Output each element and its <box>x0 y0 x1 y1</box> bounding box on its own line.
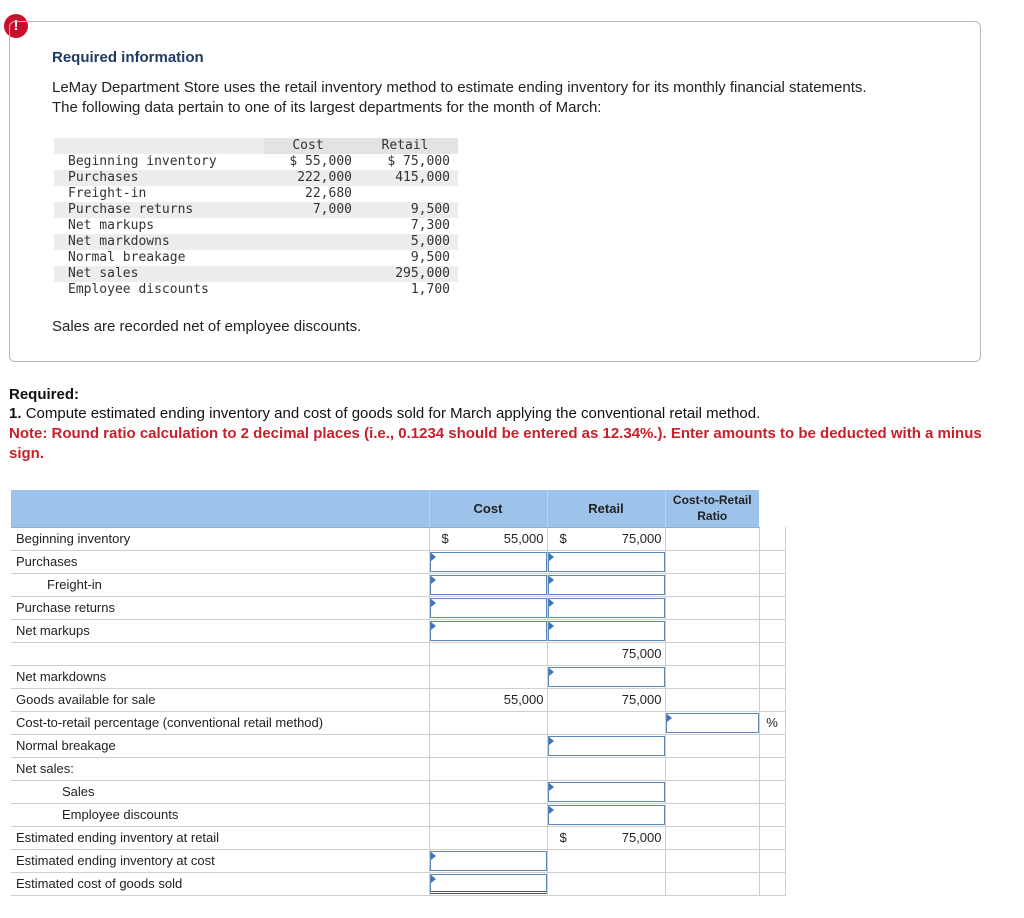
percent-sign: % <box>759 711 785 734</box>
row-label: Estimated cost of goods sold <box>11 872 429 895</box>
row-label: Net markups <box>11 619 429 642</box>
goods-available-cost-value: 55,000 <box>503 692 544 707</box>
freight-in-cost-input[interactable] <box>430 575 547 595</box>
row-label: Estimated ending inventory at retail <box>11 826 429 849</box>
purchases-retail-input[interactable] <box>548 552 665 572</box>
table-row <box>11 780 785 803</box>
row-label: Net sales: <box>11 757 429 780</box>
given-retail-header: Retail <box>360 138 458 154</box>
given-row: Beginning inventory $ 55,000 $ 75,000 <box>54 154 458 170</box>
given-data-table <box>54 138 458 298</box>
given-row: Net markups 7,300 <box>54 218 458 234</box>
beginning-cost-value: 55,000 <box>503 531 544 546</box>
requirement-text: 1. Compute estimated ending inventory and cost of goods sold for March applying the conventional retail method. <box>9 405 761 422</box>
row-label: Purchase returns <box>11 596 429 619</box>
net-markups-retail-input[interactable] <box>548 621 665 641</box>
worksheet-table <box>11 490 786 896</box>
ws-cost-header: Cost <box>429 490 547 527</box>
row-label: Freight-in <box>11 573 429 596</box>
sales-note: Sales are recorded net of employee discounts. <box>52 318 362 335</box>
row-label: Goods available for sale <box>11 688 429 711</box>
given-row: Purchase returns 7,000 9,500 <box>54 202 458 218</box>
subtotal-retail-value: 75,000 <box>621 646 662 661</box>
table-row <box>11 665 785 688</box>
table-row <box>11 849 785 872</box>
table-row: Estimated ending inventory at retail $ 75,000 <box>11 826 785 849</box>
cost-to-retail-ratio-input[interactable] <box>666 713 759 733</box>
goods-available-retail-value: 75,000 <box>621 692 662 707</box>
table-row <box>11 757 785 780</box>
info-title: Required information <box>52 49 204 66</box>
normal-breakage-retail-input[interactable] <box>548 736 665 756</box>
table-row <box>11 711 785 734</box>
row-label: Employee discounts <box>11 803 429 826</box>
cogs-cost-input[interactable] <box>430 874 547 894</box>
net-markdowns-retail-input[interactable] <box>548 667 665 687</box>
table-row: Beginning inventory $ 55,000 $ 75,000 <box>11 527 785 550</box>
freight-in-retail-input[interactable] <box>548 575 665 595</box>
sales-retail-input[interactable] <box>548 782 665 802</box>
given-cost-header: Cost <box>264 138 360 154</box>
purchases-cost-input[interactable] <box>430 552 547 572</box>
row-label: Sales <box>11 780 429 803</box>
purchase-returns-cost-input[interactable] <box>430 598 547 618</box>
given-row: Normal breakage 9,500 <box>54 250 458 266</box>
ws-retail-header: Retail <box>547 490 665 527</box>
alert-icon: ! <box>4 14 28 38</box>
row-label: Cost-to-retail percentage (conventional retail method) <box>11 711 429 734</box>
required-label: Required: <box>9 386 80 403</box>
employee-discounts-retail-input[interactable] <box>548 805 665 825</box>
table-row <box>11 642 785 665</box>
ending-inventory-cost-input[interactable] <box>430 851 547 871</box>
purchase-returns-retail-input[interactable] <box>548 598 665 618</box>
given-row: Net sales 295,000 <box>54 266 458 282</box>
net-markups-cost-input[interactable] <box>430 621 547 641</box>
rounding-note: Note: Round ratio calculation to 2 decimal places (i.e., 0.1234 should be entered as 12.34%.). Enter amounts to be deducted with a minus sign. <box>9 425 982 462</box>
beginning-retail-value: 75,000 <box>621 531 662 546</box>
table-row <box>11 872 785 895</box>
table-row <box>11 803 785 826</box>
table-row <box>11 573 785 596</box>
ending-retail-value: 75,000 <box>621 830 662 845</box>
row-label: Normal breakage <box>11 734 429 757</box>
info-paragraph: LeMay Department Store uses the retail inventory method to estimate ending inventory for its monthly financial statements. The following data pertain to one of its largest departments for the month of March: <box>52 79 867 116</box>
ws-ratio-header: Cost-to-Retail Ratio <box>665 490 759 527</box>
row-label: Beginning inventory <box>11 527 429 550</box>
table-row <box>11 734 785 757</box>
table-row <box>11 688 785 711</box>
row-label: Net markdowns <box>11 665 429 688</box>
given-row: Employee discounts 1,700 <box>54 282 458 298</box>
table-row <box>11 596 785 619</box>
given-row: Net markdowns 5,000 <box>54 234 458 250</box>
table-row <box>11 619 785 642</box>
row-label: Purchases <box>11 550 429 573</box>
given-row: Purchases 222,000 415,000 <box>54 170 458 186</box>
table-row <box>11 550 785 573</box>
row-label: Estimated ending inventory at cost <box>11 849 429 872</box>
given-row: Freight-in 22,680 <box>54 186 458 202</box>
